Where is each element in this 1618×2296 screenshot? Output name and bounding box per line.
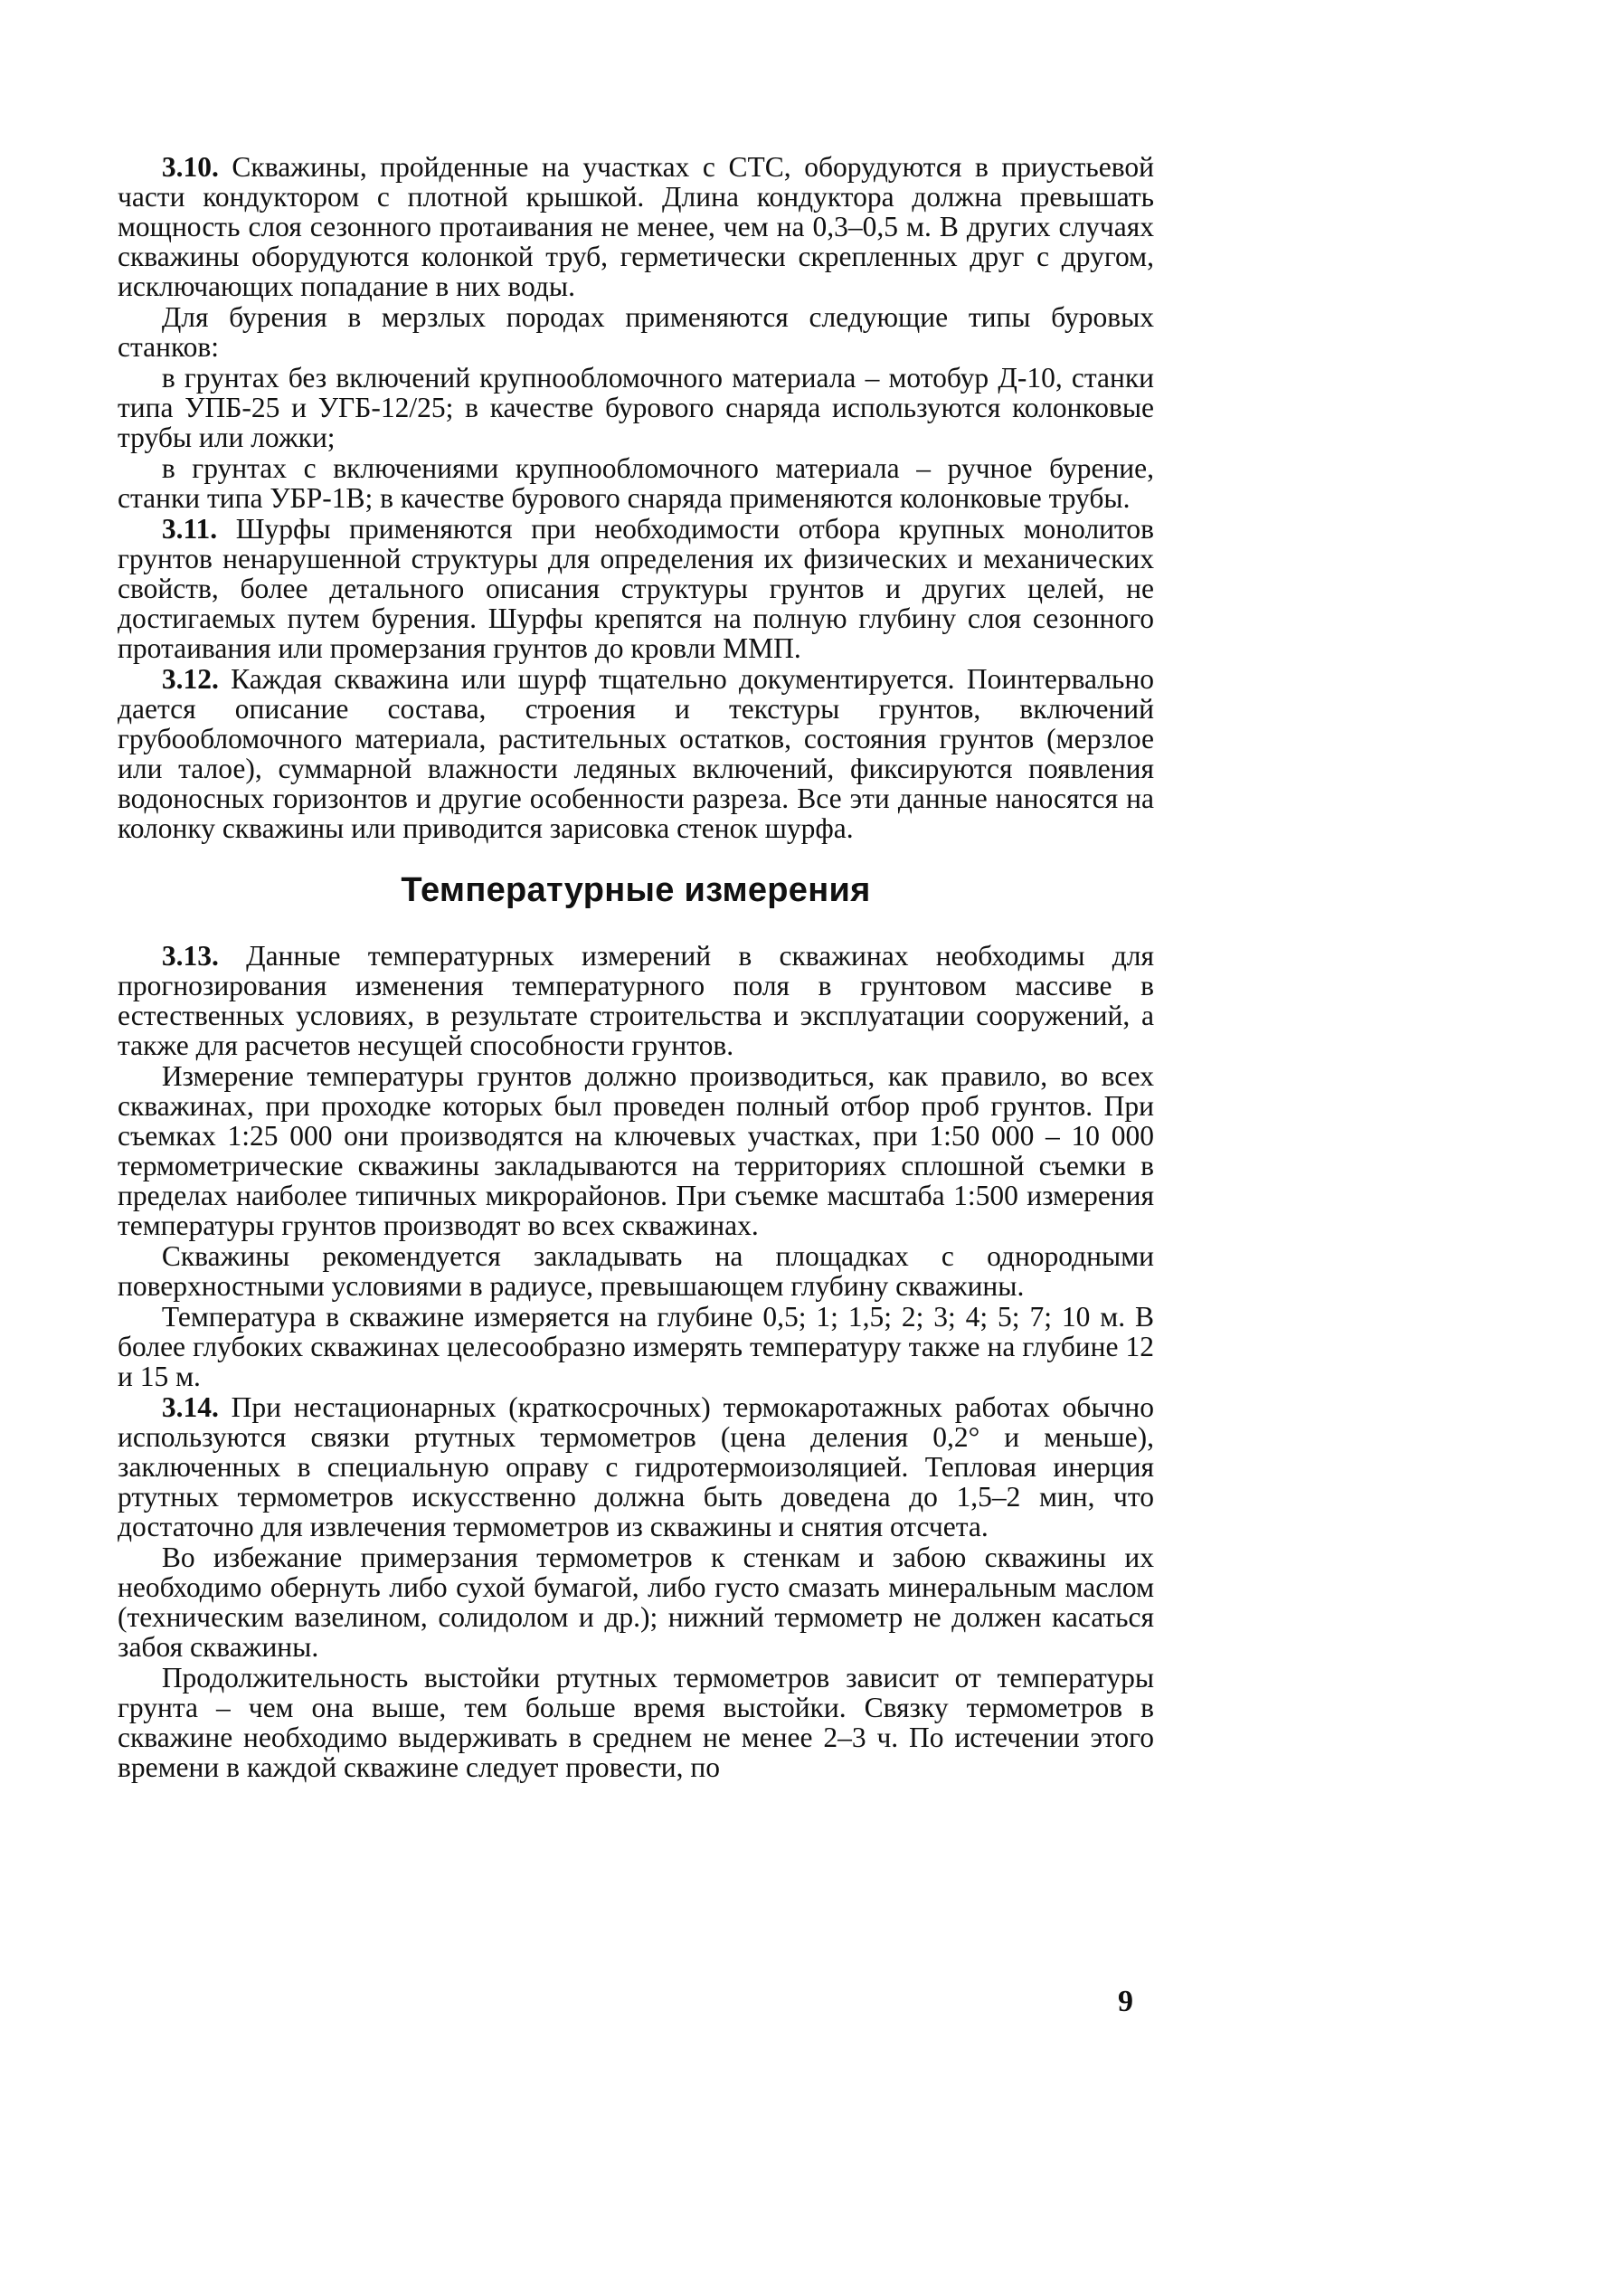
paragraph-3-14 xyxy=(118,1392,1154,1542)
paragraph-drill-option-b: в грунтах с включениями крупнообломочного материала – ручное бурение, станки типа УБР-1В; в качестве бурового снаряда применяются колонковые трубы. xyxy=(118,452,1154,514)
paragraph-drill-option-a: в грунтах без включений крупнообломочного материала – мотобур Д-10, станки типа УПБ-25 и УГБ-12/25; в качестве бурового снаряда используются колонковые трубы или ложки; xyxy=(118,362,1154,453)
clause-number: 3.12. xyxy=(161,663,219,695)
clause-number: 3.11. xyxy=(161,513,218,545)
clause-number: 3.13. xyxy=(161,940,219,972)
clause-number: 3.10. xyxy=(161,151,219,183)
section-heading: Температурные измерения xyxy=(401,871,871,909)
paragraph-text: Скважины, пройденные на участках с СТС, оборудуются в приустьевой части кондуктором с плотной крышкой. Длина кондуктора должна превышать мощность слоя сезонного протаивания не менее, чем на 0,3–0,5 м. В других случаях скважины оборудуются колонкой труб, герметически скрепленных друг с другом, исключающих попадание в них воды. xyxy=(118,151,1155,302)
paragraph-measurement: Измерение температуры грунтов должно производиться, как правило, во всех скважинах, при проходке которых был проведен полный отбор проб грунтов. При съемках 1:25 000 они производятся на ключевых участках, при 1:50 000 – 10 000 термометрические скважины закладываются на территориях сплошной съемки в пределах наиболее типичных микрорайонов. При съемке масштаба 1:500 измерения температуры грунтов производят во всех скважинах. xyxy=(118,1060,1154,1241)
paragraph-drill-intro: Для бурения в мерзлых породах применяются следующие типы буровых станков: xyxy=(118,301,1154,363)
paragraph-3-13 xyxy=(118,941,1154,1060)
clause-number: 3.14. xyxy=(161,1391,219,1423)
paragraph-3-11 xyxy=(118,514,1154,663)
paragraph-3-10 xyxy=(118,152,1154,301)
document-page xyxy=(118,152,1154,1782)
paragraph-duration: Продолжительность выстойки ртутных термометров зависит от температуры грунта – чем она выше, тем больше время выстойки. Связку термометров в скважине необходимо выдерживать в среднем не менее 2–3 ч. По истечении этого времени в каждой скважине следует провести, по xyxy=(118,1662,1154,1783)
paragraph-text: Шурфы применяются при необходимости отбора крупных монолитов грунтов ненарушенной структуры для определения их физических и механических свойств, более детального описания структуры грунтов и других целей, не достигаемых путем бурения. Шурфы крепятся на полную глубину слоя сезонного протаивания или промерзания грунтов до кровли ММП. xyxy=(118,513,1154,664)
paragraph-recommendation: Скважины рекомендуется закладывать на площадках с однородными поверхностными условиями в радиусе, превышающем глубину скважины. xyxy=(118,1240,1154,1302)
paragraph-text: Данные температурных измерений в скважинах необходимы для прогнозирования изменения температурного поля в грунтовом массиве в естественных условиях, в результате строительства и эксплуатации сооружений, а также для расчетов несущей способности грунтов. xyxy=(118,940,1155,1061)
page-number: 9 xyxy=(1118,1985,1133,2018)
paragraph-text: Каждая скважина или шурф тщательно документируется. Поинтервально дается описание состава, строения и текстуры грунтов, включений грубообломочного материала, растительных остатков, состояния грунтов (мерзлое или талое), суммарной влажности ледяных включений, фиксируются появления водоносных горизонтов и другие особенности разреза. Все эти данные наносятся на колонку скважины или приводится зарисовка стенок шурфа. xyxy=(118,663,1154,844)
paragraph-3-12 xyxy=(118,664,1154,843)
paragraph-text: При нестационарных (краткосрочных) термокаротажных работах обычно используются связки ртутных термометров (цена деления 0,2° и меньше), заключенных в специальную оправу с гидротермоизоляцией. Тепловая инерция ртутных термометров искусственно должна быть доведена до 1,5–2 мин, что достаточно для извлечения термометров из скважины и снятия отсчета. xyxy=(118,1391,1154,1542)
paragraph-freezing: Во избежание примерзания термометров к стенкам и забою скважины их необходимо обернуть либо сухой бумагой, либо густо смазать минеральным маслом (техническим вазелином, солидолом и др.); нижний термометр не должен касаться забоя скважины. xyxy=(118,1542,1154,1663)
paragraph-depths: Температура в скважине измеряется на глубине 0,5; 1; 1,5; 2; 3; 4; 5; 7; 10 м. В более глубоких скважинах целесообразно измерять температуру также на глубине 12 и 15 м. xyxy=(118,1301,1154,1392)
